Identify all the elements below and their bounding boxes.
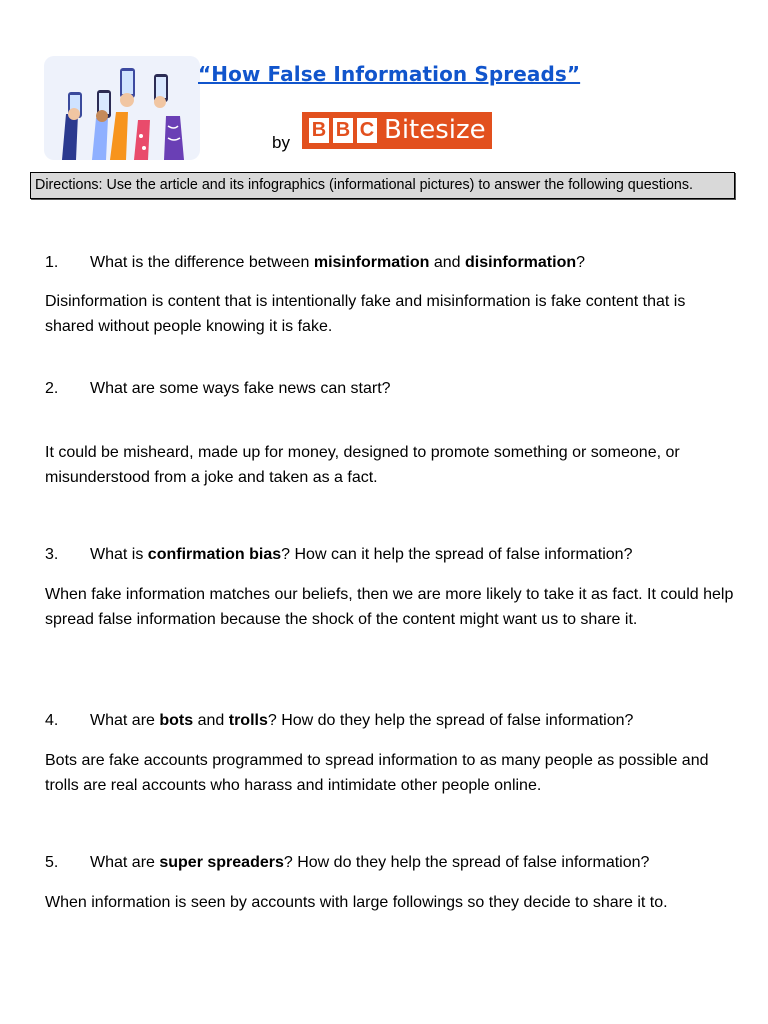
- logo-letter: B: [309, 118, 329, 143]
- question-2: [45, 380, 391, 398]
- question-text: ?: [576, 254, 586, 271]
- question-4: [45, 712, 633, 730]
- question-number: 4.: [45, 712, 59, 729]
- question-text: ? How do they help the spread of false information?: [283, 854, 650, 871]
- question-text: What is the difference between: [90, 254, 314, 271]
- question-keyword: trolls: [228, 712, 268, 729]
- question-text: What are: [90, 712, 160, 729]
- question-number: 1.: [45, 254, 59, 271]
- question-text: What are some ways fake news can start?: [90, 380, 391, 397]
- question-1: [45, 254, 585, 272]
- question-keyword: confirmation bias: [147, 546, 282, 563]
- answer-2: It could be misheard, made up for money, designed to promote something or someone, or misunderstood from a joke and taken as a fact.: [45, 444, 680, 486]
- question-number: 2.: [45, 380, 59, 397]
- question-text: and: [193, 712, 229, 729]
- question-text: What are: [90, 854, 160, 871]
- byline-label: by: [272, 133, 290, 152]
- question-number: 3.: [45, 546, 59, 563]
- question-text: What is: [90, 546, 148, 563]
- logo-letter: C: [357, 118, 377, 143]
- question-text: ? How can it help the spread of false information?: [281, 546, 633, 563]
- answer-4: Bots are fake accounts programmed to spread information to as many people as possible and trolls are real accounts who harass and intimidate other people online.: [45, 752, 709, 794]
- question-text: ? How do they help the spread of false information?: [267, 712, 634, 729]
- question-text: and: [429, 254, 465, 271]
- question-3: [45, 546, 632, 564]
- answer-5: When information is seen by accounts with large followings so they decide to share it to.: [45, 894, 668, 911]
- question-number: 5.: [45, 854, 59, 871]
- question-5: [45, 854, 649, 872]
- hands-with-phones-illustration: [44, 56, 200, 160]
- directions-box: [30, 172, 735, 199]
- directions-text: Directions: Use the article and its infographics (informational pictures) to answer the following questions.: [35, 177, 693, 193]
- answer-1: Disinformation is content that is intentionally fake and misinformation is fake content that is shared without people knowing it is fake.: [45, 293, 686, 335]
- answer-3: When fake information matches our beliefs, then we are more likely to take it as fact. It could help spread false information because the shock of the content might want us to share it.: [45, 586, 734, 628]
- logo-word: Bitesize: [384, 115, 486, 145]
- question-keyword: misinformation: [313, 254, 430, 271]
- page-title[interactable]: “How False Information Spreads”: [198, 62, 581, 86]
- question-keyword: bots: [159, 712, 194, 729]
- logo-letter: B: [333, 118, 353, 143]
- bbc-bitesize-logo: [302, 112, 492, 149]
- question-keyword: disinformation: [465, 254, 577, 271]
- question-keyword: super spreaders: [159, 854, 284, 871]
